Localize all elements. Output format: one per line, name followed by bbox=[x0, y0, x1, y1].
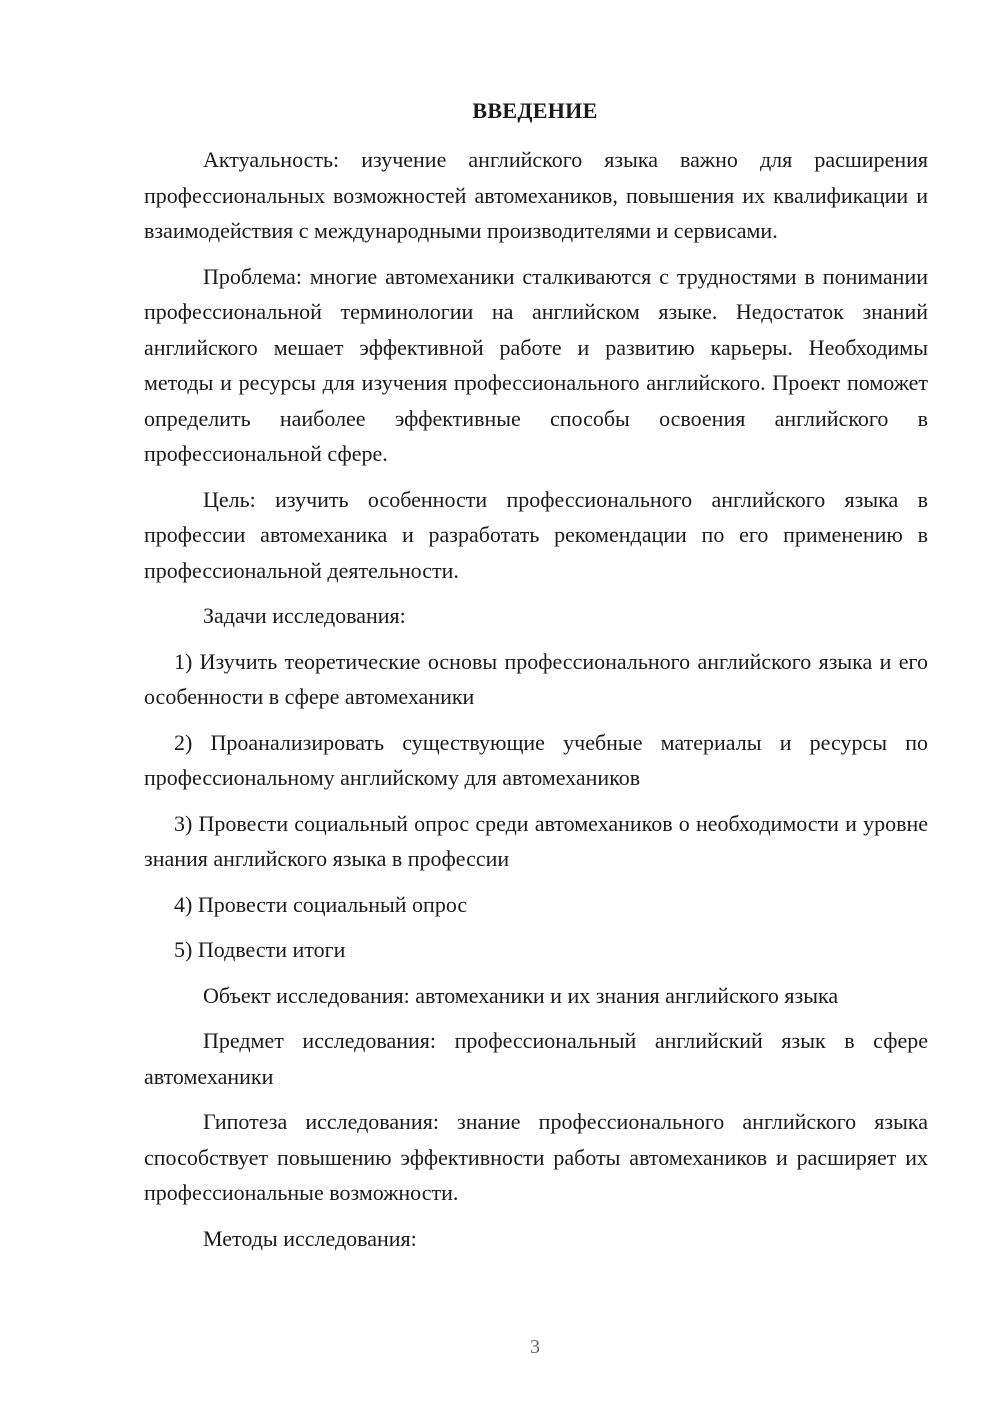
goal-paragraph: Цель: изучить особенности профессионального английского языка в профессии автомеханика и разработать рекомендации по его применению в профессиональной деятельности. bbox=[144, 486, 928, 583]
task-item-2: 2) Проанализировать существующие учебные материалы и ресурсы по профессиональному английскому для автомехаников bbox=[144, 729, 928, 790]
tasks-heading: Задачи исследования: bbox=[203, 603, 406, 628]
section-heading: ВВЕДЕНИЕ bbox=[472, 98, 598, 123]
task-item-4: 4) Провести социальный опрос bbox=[174, 891, 468, 917]
relevance-paragraph: Актуальность: изучение английского языка важно для расширения профессиональных возможностей автомехаников, повышения их квалификации и взаимодействия с международными производителями и сервисами. bbox=[144, 147, 928, 243]
research-hypothesis: Гипотеза исследования: знание профессионального английского языка способствует повышению эффективности работы автомехаников и расширяет их профессиональные возможности. bbox=[144, 1109, 928, 1205]
problem-paragraph: Проблема: многие автомеханики сталкиваются с трудностями в понимании профессиональной терминологии на английском языке. Недостаток знаний английского мешает эффективной работе и развитию карьеры. Необходимы методы и ресурсы для изучения профессионального английского. Проект поможет определить наиболее эффективные способы освоения английского в профессиональной сфере. bbox=[144, 263, 928, 466]
page-number: 3 bbox=[530, 1336, 540, 1358]
research-object: Объект исследования: автомеханики и их знания английского языка bbox=[203, 982, 839, 1008]
body-text bbox=[144, 142, 928, 1256]
research-methods: Методы исследования: bbox=[203, 1225, 417, 1251]
task-item-1: 1) Изучить теоретические основы профессионального английского языка и его особенности в сфере автомеханики bbox=[144, 648, 928, 709]
task-item-5: 5) Подвести итоги bbox=[174, 937, 346, 962]
task-item-3: 3) Провести социальный опрос среди автомехаников о необходимости и уровне знания английского языка в профессии bbox=[144, 810, 928, 871]
research-subject: Предмет исследования: профессиональный английский язык в сфере автомеханики bbox=[144, 1028, 928, 1089]
